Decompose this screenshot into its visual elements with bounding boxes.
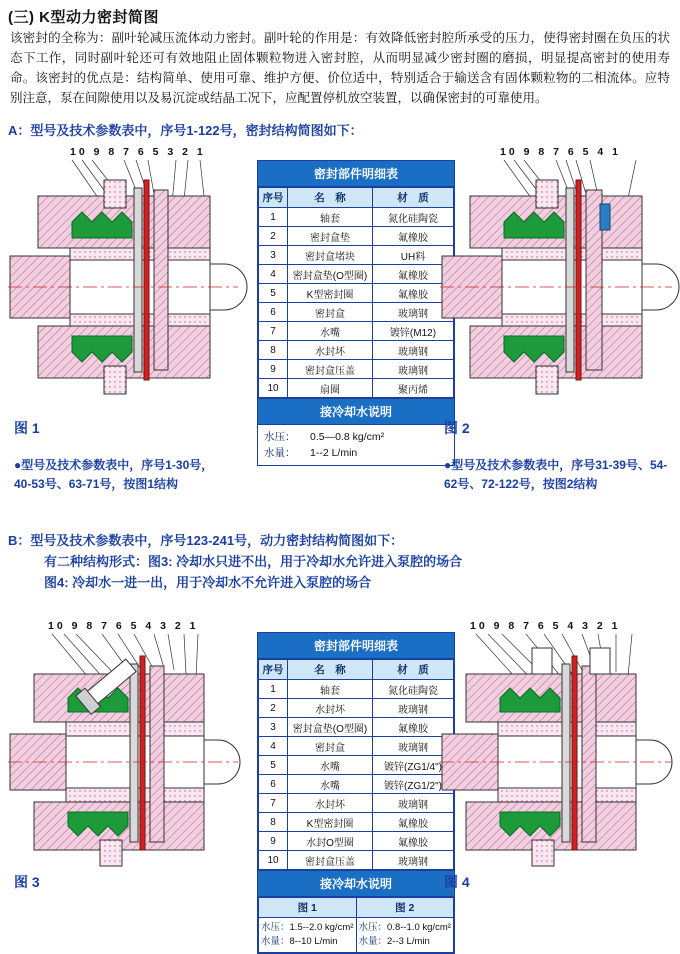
- figure-3-drawing: [8, 634, 238, 870]
- sub-header-fig2: 图 2: [356, 898, 454, 918]
- fig2-pressure-key: 水压：: [358, 922, 388, 933]
- fig1-callouts: 10 9 8 7 6 5 3 2 1: [70, 146, 206, 158]
- table-row: 10 密封盒压盖 玻璃钢: [259, 851, 454, 870]
- parts-table-top-grid: [258, 187, 454, 398]
- figure-1-caption: ●型号及技术参数表中，序号1-30号，40-53号、63-71号，按图1结构: [14, 458, 214, 491]
- table-row: 3 密封盒堵块 UH料: [259, 246, 454, 265]
- table-row: 9 密封盒压盖 玻璃钢: [259, 360, 454, 379]
- table-row: 2 水封坏 玻璃钢: [259, 699, 454, 718]
- parts-table-bottom: [257, 632, 455, 954]
- th-index: 序号: [259, 660, 288, 680]
- intro-paragraph: 该密封的全称为：副叶轮减压流体动力密封。副叶轮的作用是：有效降低密封腔所承受的压力，使得密封圈在负压的状态下工作，同时副叶轮还可有效地阻止固体颗粒物进入密封腔，从而明显减少密封圈的磨损，明显提高密封的使用寿命。该密封的优点是：结构简单、使用可靠、维护方便、价位适中，特别适合于输送含有固体颗粒物的二相流体。应特别注意，泵在间隙使用以及易沉淀或结晶工况下，应配置停机放空装置，以确保密封的可靠使用。: [10, 31, 670, 105]
- fig2-volume-key: 水量：: [358, 936, 388, 947]
- fig4-callouts: 10 9 8 7 6 5 4 3 2 1: [470, 620, 621, 632]
- fig1-pressure-value: 1.5--2.0 kg/cm²: [289, 922, 354, 933]
- th-material: 材 质: [373, 660, 454, 680]
- figure-3-label: 图 3: [14, 874, 40, 890]
- table-row: 5 K型密封圈 氟橡胶: [259, 284, 454, 303]
- figure-1-label: 图 1: [14, 420, 40, 436]
- table-row: 7 水封坏 玻璃钢: [259, 794, 454, 813]
- figure-4-label: 图 4: [444, 874, 470, 890]
- water-note-bottom-title: 接冷却水说明: [258, 870, 454, 897]
- table-row: 10 扇圈 聚丙烯: [259, 379, 454, 398]
- water-cell-fig2: [356, 918, 454, 953]
- water-note-bottom-grid: [258, 897, 454, 953]
- th-material: 材 质: [373, 188, 454, 208]
- table-row: [259, 918, 454, 953]
- section-b-heading-2: 有二种结构形式：图3: 冷却水只进不出，用于冷却水允许进入泵腔的场合: [44, 554, 463, 569]
- figure-2-drawing: [440, 160, 672, 400]
- section-a-heading: A：型号及技术参数表中，序号1-122号，密封结构简图如下：: [8, 123, 363, 138]
- parts-table-bottom-title: 密封部件明细表: [258, 633, 454, 659]
- th-name: 名 称: [288, 188, 373, 208]
- parts-table-bottom-grid: [258, 659, 454, 870]
- table-row: 4 密封盒 玻璃钢: [259, 737, 454, 756]
- water-volume-value: 1--2 L/min: [310, 447, 358, 459]
- page-title: (三) K型动力密封简图: [8, 9, 159, 26]
- table-row: 6 密封盒 玻璃钢: [259, 303, 454, 322]
- figure-2-label: 图 2: [444, 420, 470, 436]
- table-row: 5 水嘴 镀锌(ZG1/4"): [259, 756, 454, 775]
- table-row: 2 密封盒垫 氟橡胶: [259, 227, 454, 246]
- parts-table-top-title: 密封部件明细表: [258, 161, 454, 187]
- fig1-volume-key: 水量：: [261, 936, 290, 947]
- figure-4-drawing: [440, 634, 672, 870]
- th-name: 名 称: [288, 660, 373, 680]
- fig2-pressure-value: 0.8--1.0 kg/cm²: [387, 922, 451, 933]
- figure-1-drawing: [8, 160, 238, 400]
- fig2-volume-value: 2--3 L/min: [387, 936, 430, 947]
- section-b-heading-3: 图4: 冷却水一进一出，用于冷却水不允许进入泵腔的场合: [44, 575, 372, 590]
- table-row: 1 轴套 氮化硅陶瓷: [259, 680, 454, 699]
- table-row: 6 水嘴 镀锌(ZG1/2"): [259, 775, 454, 794]
- table-row: 9 水封O型圈 氟橡胶: [259, 832, 454, 851]
- table-row: 1 轴套 氮化硅陶瓷: [259, 208, 454, 227]
- water-pressure-key: 水压：: [264, 431, 296, 443]
- section-b-heading-1: B：型号及技术参数表中，序号123-241号，动力密封结构简图如下：: [8, 533, 404, 548]
- water-cell-fig1: [259, 918, 357, 953]
- fig2-callouts: 10 9 8 7 6 5 4 1: [500, 146, 621, 158]
- water-note-top-title: 接冷却水说明: [258, 398, 454, 425]
- table-row: 8 水封坏 玻璃钢: [259, 341, 454, 360]
- table-row: 7 水嘴 镀锌(M12): [259, 322, 454, 341]
- water-volume-key: 水量：: [264, 447, 296, 459]
- table-row: 3 密封盒垫(O型圈) 氟橡胶: [259, 718, 454, 737]
- th-index: 序号: [259, 188, 288, 208]
- sub-header-fig1: 图 1: [259, 898, 357, 918]
- water-note-top-body: [258, 425, 454, 465]
- fig1-pressure-key: 水压：: [261, 922, 290, 933]
- fig3-callouts: 10 9 8 7 6 5 4 3 2 1: [48, 620, 199, 632]
- figure-2-caption: ●型号及技术参数表中，序号31-39号、54-62号、72-122号，按图2结构: [444, 458, 668, 491]
- fig1-volume-value: 8--10 L/min: [289, 936, 338, 947]
- parts-table-top: [257, 160, 455, 466]
- water-pressure-value: 0.5—0.8 kg/cm²: [310, 431, 385, 443]
- table-row: 8 K型密封圈 氟橡胶: [259, 813, 454, 832]
- table-row: 4 密封盒垫(O型圈) 氟橡胶: [259, 265, 454, 284]
